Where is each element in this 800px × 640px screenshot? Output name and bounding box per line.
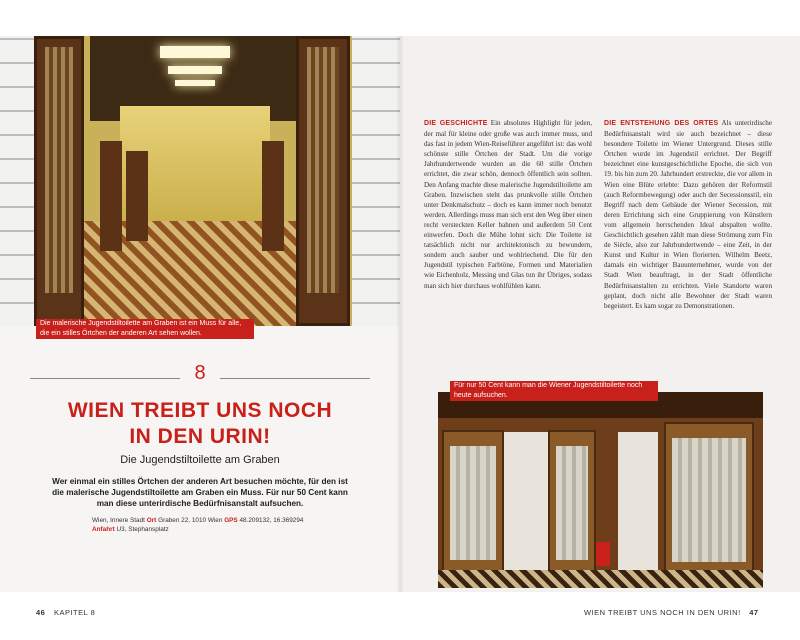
- section-heading: DIE ENTSTEHUNG DES ORTES: [604, 120, 719, 127]
- gps-value: 48.209132, 16.369294: [239, 517, 304, 524]
- page-number: 46: [36, 608, 46, 617]
- chapter-number: 8: [194, 362, 206, 384]
- tiled-wall: [352, 36, 400, 326]
- page-footer-right: [584, 608, 759, 617]
- toilet-stalls-photo: [438, 392, 763, 588]
- district: Wien, Innere Stadt: [92, 517, 145, 524]
- anfahrt-label: Anfahrt: [92, 526, 115, 533]
- wooden-door: [296, 36, 350, 326]
- chapter-title-line: WIEN TREIBT UNS NOCH: [67, 399, 333, 422]
- anfahrt-value: U3, Stephansplatz: [116, 526, 169, 533]
- white-wall: [504, 432, 548, 572]
- text-column-history: [424, 118, 592, 291]
- section-body: Ein absolutes Highlight für jeden, der mal für kleine oder große was auch immer muss, und das fast in jedem Wien-Reiseführer angeführt ist: das wohl schönste stille Örtchen der Stadt. Um die vorige Jahrhundertwende wurden an die 60 stille Örtchen errichtet, die zwar schön, dennoch öffentlich sein sollten. Den Anfang machte diese malerische Jugendstiltoilette am Graben. Inzwischen steht das prunkvolle stille Örtchen unter Denkmalschutz – doch es kann immer noch benutzt werden. Allerdings muss man sich erst den Weg über einen recht versteckten Keller bahnen und außerdem 50 Cent einwerfen. Doch die Mühe lohnt sich: Die Toilette ist tatsächlich nicht nur architektonisch zu bewundern, sondern auch sauber und wohlriechend. Die für den Jugendstil typischen Farbtöne, Formen und Materialien wie Eichenholz, Messing und Glas tun ihr Übriges, sodass man sich hier durchaus wohlfühlen kann.: [424, 119, 592, 290]
- photo-caption: Für nur 50 Cent kann man die Wiener Jugendstiltoilette noch heute aufsuchen.: [450, 381, 658, 401]
- chapter-title-line: IN DEN URIN!: [129, 425, 271, 448]
- stall-door: [442, 430, 504, 580]
- section-heading: DIE GESCHICHTE: [424, 120, 488, 127]
- running-head: WIEN TREIBT UNS NOCH IN DEN URIN!: [584, 608, 741, 617]
- book-gutter: [396, 36, 404, 592]
- chapter-intro: Wer einmal ein stilles Örtchen der anderen Art besuchen möchte, für den ist die malerische Jugendstiltoilette am Graben ein Muss. Für nur 50 Cent kann man diese unterirdische Bedürfnisanstalt aufsuchen.: [52, 477, 348, 508]
- page-number: 47: [749, 608, 759, 617]
- red-bin: [596, 542, 610, 566]
- mosaic-floor: [438, 570, 763, 588]
- location-line: [92, 516, 332, 525]
- jugendstil-toilet-photo: [0, 36, 400, 326]
- photo-caption: Die malerische Jugendstiltoilette am Graben ist ein Muss für alle, die ein stilles Örtchen der anderen Art sehen wollen.: [36, 319, 254, 339]
- book-spread: [0, 36, 800, 617]
- gps-label: GPS: [224, 517, 238, 524]
- wooden-door: [34, 36, 84, 326]
- text-column-origin: [604, 118, 772, 311]
- photo-stall: [100, 141, 122, 251]
- photo-stall: [262, 141, 284, 251]
- ort-label: Ort: [146, 517, 157, 524]
- anfahrt-line: [92, 525, 332, 534]
- ceiling-light: [175, 80, 215, 86]
- chapter-title: [0, 398, 400, 450]
- chapter-subtitle: Die Jugendstiltoilette am Graben: [120, 454, 280, 466]
- photo-stall: [126, 151, 148, 241]
- running-head: KAPITEL 8: [53, 608, 96, 617]
- ort-value: Graben 22, 1010 Wien: [158, 517, 223, 524]
- ceiling-light: [168, 66, 222, 74]
- location-info: [92, 516, 332, 534]
- stall-door: [664, 422, 754, 582]
- white-wall: [618, 432, 658, 572]
- stall-door: [548, 430, 596, 580]
- page-footer-left: [36, 608, 95, 617]
- left-page: [0, 36, 400, 617]
- ceiling-light: [160, 46, 230, 58]
- section-body: Als unterirdische Bedürfnisanstalt wird sie auch bezeichnet – diese besondere Toilette im Wiener Untergrund. Dieses stille Örtchen wurde im Jugendstil errichtet. Der Begriff bezeichnet eine kunstgeschichtliche Epoche, die sich von 19. bis hin zum 20. Jahrhundert erstreckte, die vor allem in Wien eine Blüte erlebte: Dazu gehören der Reformstil (auch Reformbewegung) oder auch der Secessionsstil, ein Begriff nach dem Gebäude der Wiener Secession, mit deren Errichtung sich eine Gruppierung von Künstlern vom allgemein herrschenden Ideal abspalten wollte. Geschichtlich gesehen zählt man diese Strömung zum Fin de Siècle, also zur Jahrhundertwende – eine Zeit, in der Kunst und Kultur in Wien florierten. Wilhelm Beetz, damals ein wichtiger Bauunternehmer, wurde von der Stadt Wien beauftragt, in der Stadt öffentliche Bedürfnisanstalten zu errichten. Viele Standorte waren geplant, doch nicht alle Bewohner der Stadt waren begeistert. Es kam sogar zu Demonstrationen.: [604, 119, 772, 310]
